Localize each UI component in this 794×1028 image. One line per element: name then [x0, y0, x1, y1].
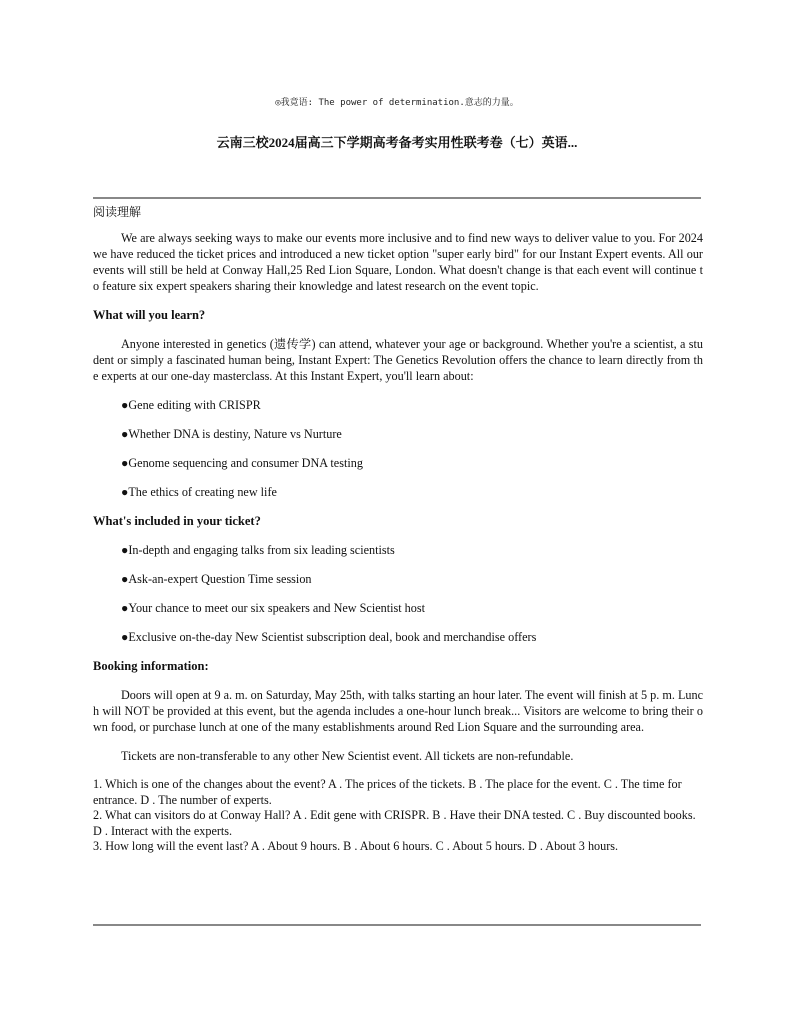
- section-label: 阅读理解: [93, 205, 142, 219]
- bottom-divider: [93, 924, 701, 926]
- question-item: 2. What can visitors do at Conway Hall? A . Edit gene with CRISPR. B . Have their DNA tested. C . Buy discounted books. D . Interact with the experts.: [93, 808, 696, 838]
- learn-list-item: ●Whether DNA is destiny, Nature vs Nurture: [121, 427, 342, 441]
- ticket-policy-paragraph: Tickets are non-transferable to any other New Scientist event. All tickets are non-refundable.: [121, 749, 574, 763]
- question-item: 1. Which is one of the changes about the event? A . The prices of the tickets. B . The place for the event. C . The time for entrance. D . The number of experts.: [93, 777, 682, 807]
- top-divider: [93, 197, 701, 199]
- ticket-heading: What's included in your ticket?: [93, 514, 261, 528]
- booking-heading: Booking information:: [93, 659, 209, 673]
- intro-paragraph: We are always seeking ways to make our events more inclusive and to find new ways to deliver value to you. For 2024 we have reduced the ticket prices and introduced a new ticket option "super early bird" for our Instant Expert events. All our events will still be held at Conway Hall,25 Red Lion Square, London. What doesn't change is that each event will continue to feature six expert speakers sharing their knowledge and latest research on the event topic.: [93, 231, 703, 293]
- document-title: 云南三校2024届高三下学期高考备考实用性联考卷（七）英语...: [216, 135, 578, 150]
- ticket-list-item: ●Ask-an-expert Question Time session: [121, 572, 312, 586]
- learn-paragraph: Anyone interested in genetics (遗传学) can attend, whatever your age or background. Whether you're a scientist, a student or simply a fascinated human being, Instant Expert: The Genetics Revolution offers the chance to learn directly from the experts at our one-day masterclass. At this Instant Expert, you'll learn about:: [93, 337, 703, 383]
- question-list: [93, 777, 703, 855]
- learn-list-item: ●Genome sequencing and consumer DNA testing: [121, 456, 363, 470]
- ticket-list-item: ●In-depth and engaging talks from six leading scientists: [121, 543, 395, 557]
- question-item: 3. How long will the event last? A . About 9 hours. B . About 6 hours. C . About 5 hours. D . About 3 hours.: [93, 839, 619, 853]
- ticket-list-item: ●Exclusive on-the-day New Scientist subscription deal, book and merchandise offers: [121, 630, 537, 644]
- booking-paragraph: Doors will open at 9 a. m. on Saturday, May 25th, with talks starting an hour later. The event will finish at 5 p. m. Lunch will NOT be provided at this event, but the agenda includes a one-hour lunch break... Visitors are welcome to bring their own food, or purchase lunch at one of the many establishments around Red Lion Square and the surrounding area.: [93, 688, 703, 734]
- ticket-list-item: ●Your chance to meet our six speakers and New Scientist host: [121, 601, 425, 615]
- learn-heading: What will you learn?: [93, 308, 206, 322]
- learn-list-item: ●The ethics of creating new life: [121, 485, 277, 499]
- motto-header: ◎我竟语: The power of determination.意志的力量。: [275, 98, 519, 108]
- main-content: [93, 202, 703, 855]
- learn-list-item: ●Gene editing with CRISPR: [121, 398, 261, 412]
